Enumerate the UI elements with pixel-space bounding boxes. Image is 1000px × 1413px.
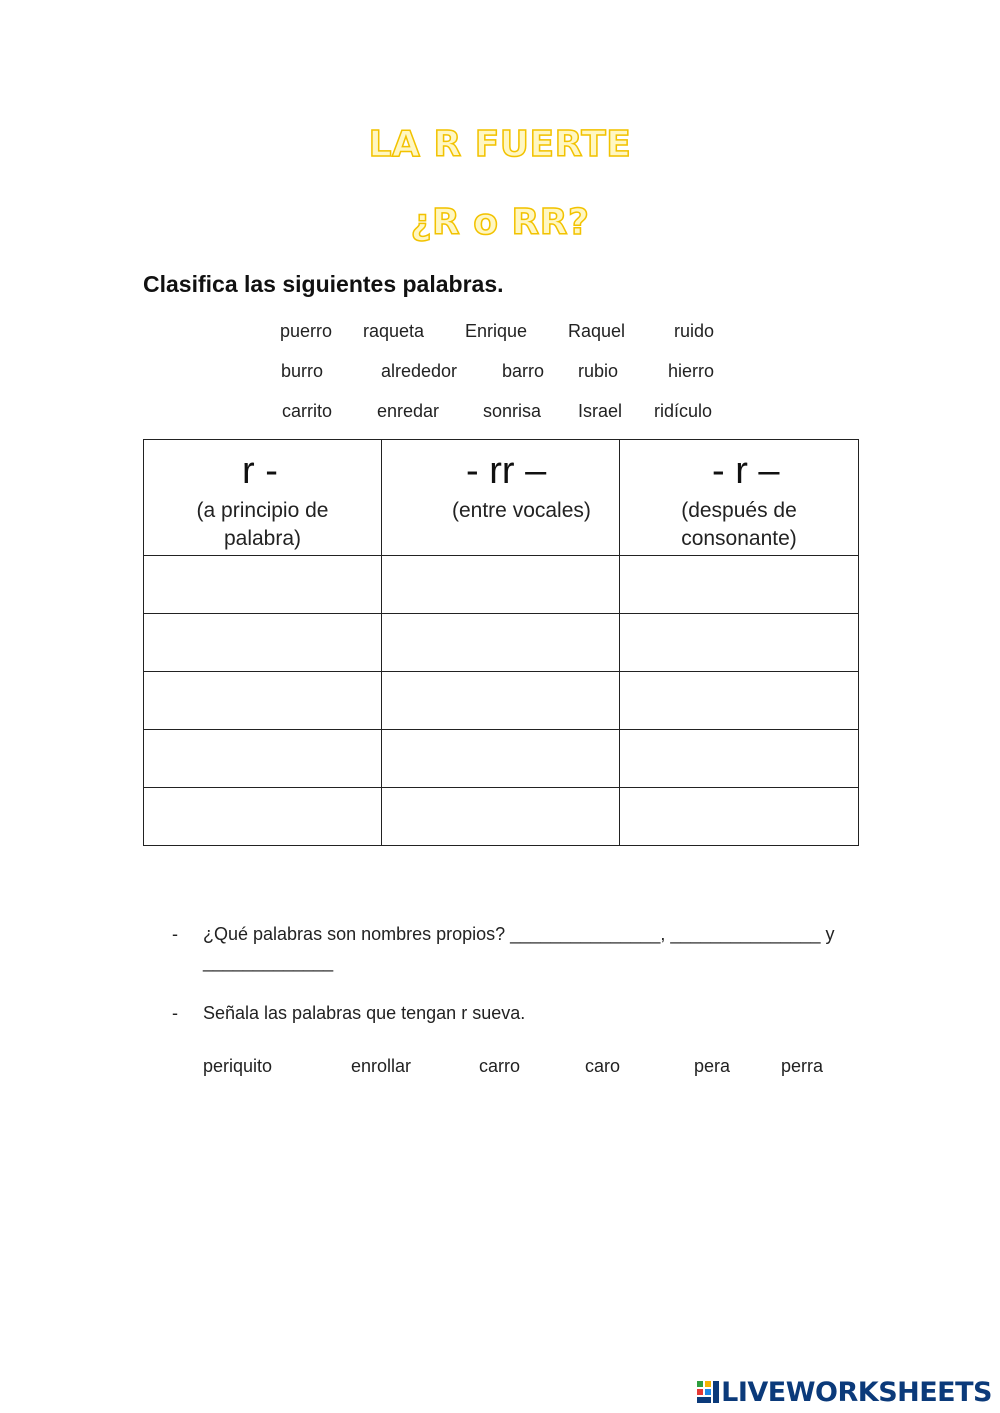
bullet-dash: - [172, 924, 178, 944]
word-bank-item: barro [502, 361, 545, 381]
table-header-row [144, 440, 859, 556]
answer-cell[interactable] [144, 672, 382, 730]
answer-cell[interactable] [620, 672, 859, 730]
question-soft-r: Señala las palabras que tengan r sueva. [203, 1003, 526, 1023]
word-bank-item: Israel [578, 401, 623, 421]
word-bank-item: ruido [674, 321, 715, 341]
column-description: palabra) [223, 527, 302, 550]
word-bank-item: alrededor [381, 361, 458, 381]
answer-cell[interactable] [620, 730, 859, 788]
answer-cell[interactable] [382, 556, 620, 614]
word-bank-item: sonrisa [483, 401, 542, 421]
table-row [144, 672, 859, 730]
option-word[interactable]: pera [694, 1056, 731, 1076]
word-bank-item: burro [281, 361, 324, 381]
option-word[interactable]: periquito [203, 1056, 273, 1076]
instruction-text: Clasifica las siguientes palabras. [143, 271, 504, 297]
column-symbol: - rr – [466, 450, 547, 492]
answer-cell[interactable] [620, 556, 859, 614]
classification-table [143, 439, 859, 846]
word-bank-item: enredar [377, 401, 440, 421]
table-row [144, 556, 859, 614]
answer-cell[interactable] [620, 788, 859, 846]
table-row [144, 788, 859, 846]
word-bank-item: rubio [578, 361, 619, 381]
column-description: (a principio de [196, 499, 329, 522]
column-header-r-after-consonant [620, 440, 859, 556]
word-bank-item: hierro [668, 361, 715, 381]
answer-cell[interactable] [620, 614, 859, 672]
answer-blank[interactable]: _____________ [203, 952, 334, 972]
option-word[interactable]: carro [479, 1056, 521, 1076]
column-symbol: - r – [712, 450, 780, 492]
option-word[interactable]: caro [585, 1056, 621, 1076]
column-description: consonante) [681, 527, 797, 550]
table-row [144, 614, 859, 672]
column-description: (después de [681, 499, 797, 522]
answer-cell[interactable] [382, 730, 620, 788]
column-header-rr-between-vowels [382, 440, 620, 556]
answer-cell[interactable] [382, 672, 620, 730]
word-bank-item: Raquel [568, 321, 626, 341]
word-bank-item: puerro [280, 321, 333, 341]
answer-cell[interactable] [382, 788, 620, 846]
table-row [144, 730, 859, 788]
option-word[interactable]: enrollar [351, 1056, 412, 1076]
question-proper-nouns: ¿Qué palabras son nombres propios? _______________, _______________ y [203, 924, 835, 944]
page-subtitle: ¿R o RR? [410, 202, 590, 243]
word-bank-item: carrito [282, 401, 333, 421]
word-bank-item: raqueta [363, 321, 425, 341]
column-symbol: r - [242, 450, 278, 492]
bullet-dash: - [172, 1003, 178, 1023]
answer-cell[interactable] [144, 614, 382, 672]
column-header-r-initial [144, 440, 382, 556]
answer-cell[interactable] [144, 788, 382, 846]
liveworksheets-logo-icon [697, 1381, 719, 1403]
answer-cell[interactable] [144, 556, 382, 614]
column-description: (entre vocales) [452, 499, 591, 522]
answer-cell[interactable] [382, 614, 620, 672]
option-word[interactable]: perra [781, 1056, 824, 1076]
brand-name: LIVEWORKSHEETS [721, 1376, 992, 1408]
answer-cell[interactable] [144, 730, 382, 788]
page-title: LA R FUERTE [368, 124, 632, 165]
liveworksheets-logo [697, 1377, 992, 1407]
word-bank-item: ridículo [654, 401, 713, 421]
word-bank-item: Enrique [465, 321, 528, 341]
